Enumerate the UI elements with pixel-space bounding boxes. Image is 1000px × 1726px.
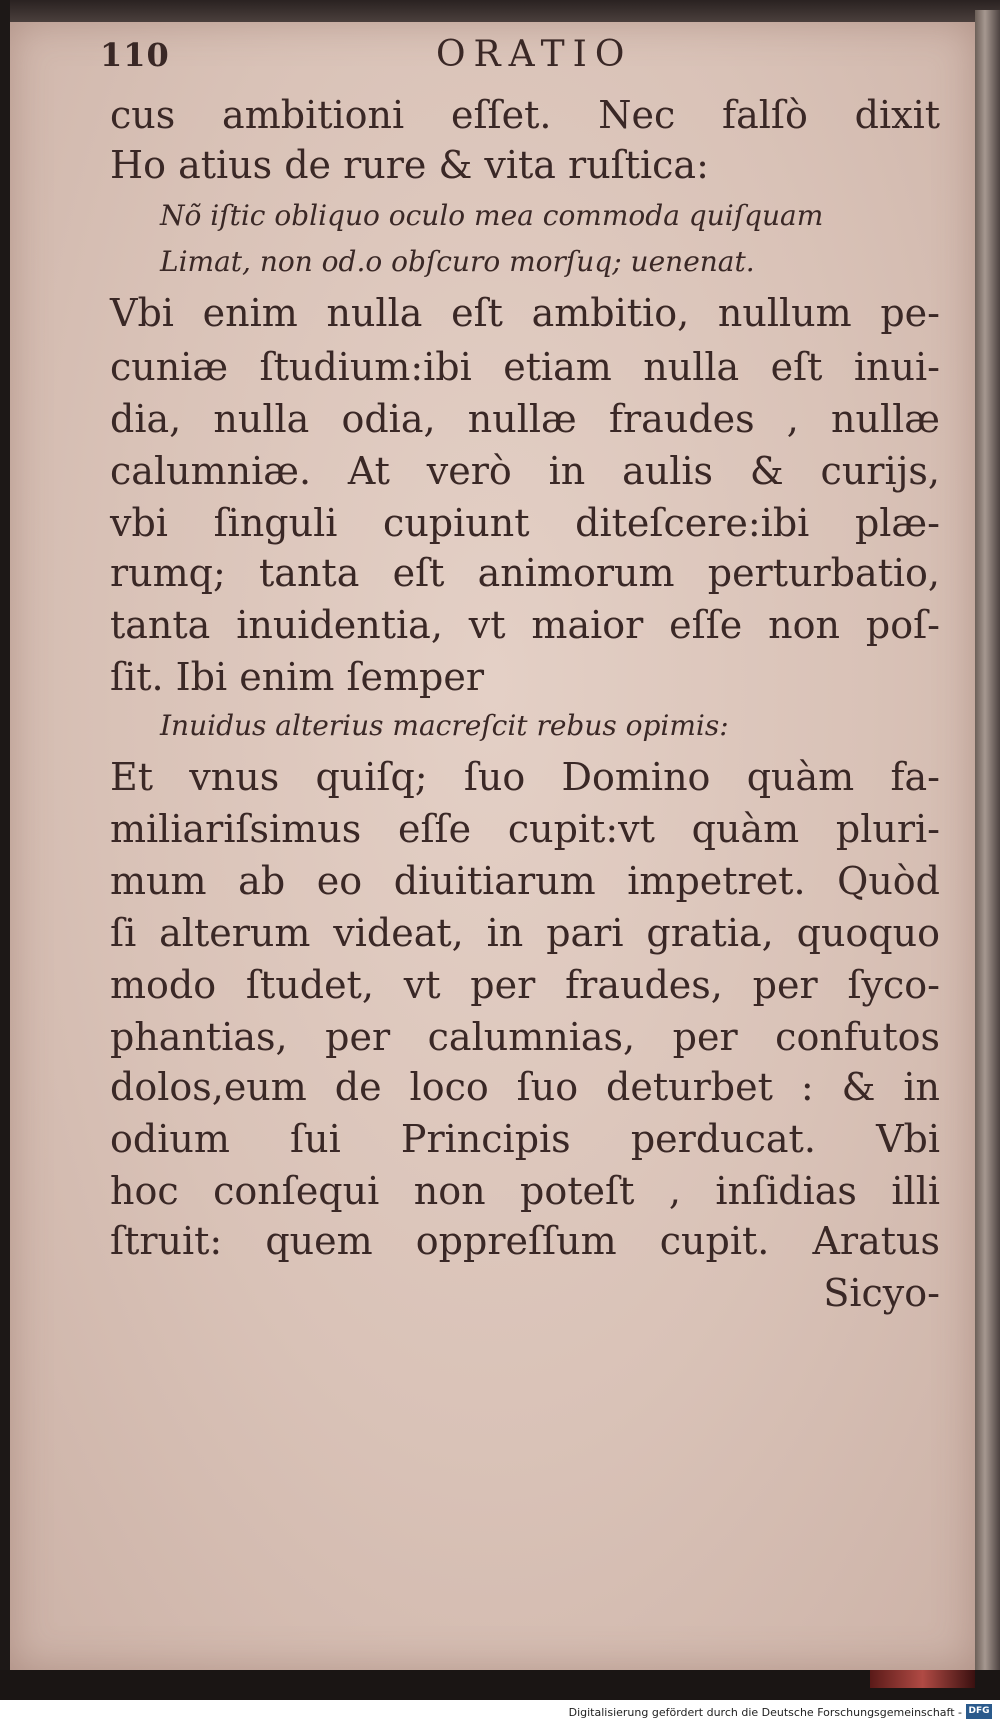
text-line-20: ſtruit: quem oppreſſum cupit. Aratus xyxy=(110,1219,940,1263)
book-right-edge xyxy=(975,10,1000,1690)
dfg-logo: DFG xyxy=(966,1704,992,1719)
text-line-5: dia, nulla odia, nullæ fraudes , nullæ xyxy=(110,397,940,441)
text-line-2: Ho atius de rure & vita ruſtica: xyxy=(110,143,709,187)
text-line-11: Et vnus quiſq; ſuo Domino quàm fa- xyxy=(110,755,940,799)
page-number: 110 xyxy=(100,36,170,74)
text-line-13: mum ab eo diuitiarum impetret. Quòd xyxy=(110,859,940,903)
text-line-19: hoc conſequi non poteſt , inſidias illi xyxy=(110,1169,940,1213)
running-head: ORATIO xyxy=(436,34,633,75)
catchword: Sicyo- xyxy=(823,1271,940,1315)
text-line-10: ſit. Ibi enim ſemper xyxy=(110,655,485,699)
text-line-6: calumniæ. At verò in aulis & curijs, xyxy=(110,449,940,493)
text-line-1: cus ambitioni eſſet. Nec falſò dixit xyxy=(110,93,940,137)
book-top-edge xyxy=(10,0,1000,22)
text-line-3: Vbi enim nulla eſt ambitio, nullum pe- xyxy=(110,291,940,335)
text-line-18: odium ſui Principis perducat. Vbi xyxy=(110,1117,940,1161)
book-bottom-edge xyxy=(0,1670,1000,1700)
text-line-12: miliariſsimus eſſe cupit:vt quàm pluri- xyxy=(110,807,940,851)
text-line-7: vbi ſinguli cupiunt diteſcere:ibi plæ- xyxy=(110,501,940,545)
verse-line-2: Limat, non od.o obſcuro morſuq; uenenat. xyxy=(160,245,755,278)
digitization-credit: Digitalisierung gefördert durch die Deutsche Forschungsgemeinschaft - xyxy=(568,1706,962,1719)
text-line-4: cuniæ ſtudium:ibi etiam nulla eſt inui- xyxy=(110,345,940,389)
text-line-17: dolos,eum de loco ſuo deturbet : & in xyxy=(110,1065,940,1109)
text-line-8: rumq; tanta eſt animorum perturbatio, xyxy=(110,551,940,595)
text-line-14: ſi alterum videat, in pari gratia, quoquo xyxy=(110,911,940,955)
ribbon-marker xyxy=(870,1670,975,1688)
text-line-16: phantias, per calumnias, per confutos xyxy=(110,1015,940,1059)
text-line-9: tanta inuidentia, vt maior eſſe non poſ- xyxy=(110,603,940,647)
text-line-15: modo ſtudet, vt per fraudes, per ſyco- xyxy=(110,963,940,1007)
verse-line-3: Inuidus alterius macreſcit rebus opimis: xyxy=(160,709,729,742)
verse-line-1: Nõ iſtic obliquo oculo mea commoda quiſquam xyxy=(160,199,824,232)
